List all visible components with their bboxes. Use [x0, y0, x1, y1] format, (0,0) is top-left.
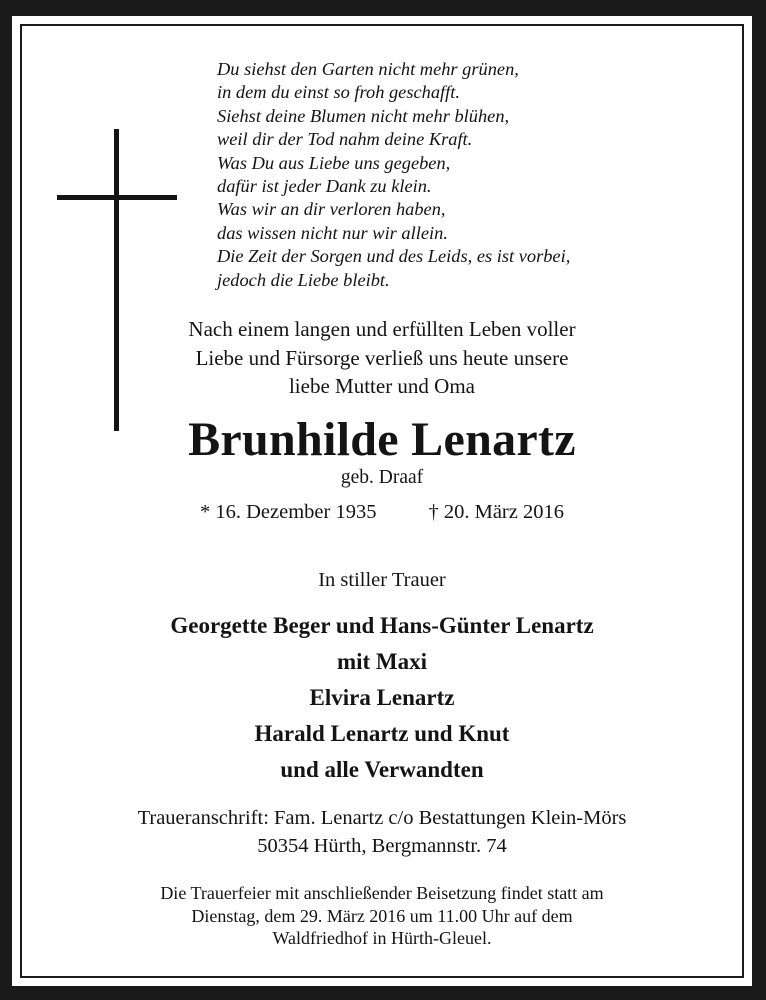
- maiden-name: geb. Draaf: [340, 467, 424, 488]
- address-line: 50354 Hürth, Bergmannstr. 74: [257, 835, 507, 857]
- condolence-address: [12, 804, 752, 860]
- mourner-line: und alle Verwandten: [280, 757, 484, 782]
- poem-line: das wissen nicht nur wir allein.: [217, 222, 448, 243]
- life-dates: [12, 499, 752, 525]
- cross-horizontal-bar: [57, 195, 177, 200]
- address-line: Traueranschrift: Fam. Lenartz c/o Bestattungen Klein-Mörs: [137, 807, 627, 829]
- deceased-name: Brunhilde Lenartz: [188, 413, 576, 466]
- mourner-line: Harald Lenartz und Knut: [254, 721, 510, 746]
- mourners-list: [12, 608, 752, 788]
- intro-line: Liebe und Fürsorge verließ uns heute unsere: [195, 345, 569, 370]
- poem-line: Du siehst den Garten nicht mehr grünen,: [217, 59, 519, 79]
- poem-line: Was Du aus Liebe uns gegeben,: [217, 152, 451, 173]
- funeral-info: [12, 882, 752, 950]
- intro-line: liebe Mutter und Oma: [288, 374, 476, 398]
- poem-line: Die Zeit der Sorgen und des Leids, es ist vorbei,: [217, 246, 571, 267]
- death-date: † 20. März 2016: [428, 501, 564, 523]
- poem: [217, 58, 570, 292]
- poem-line: jedoch die Liebe bleibt.: [217, 269, 390, 290]
- intro-line: Nach einem langen und erfüllten Leben voller: [188, 317, 576, 341]
- poem-line: Was wir an dir verloren haben,: [217, 199, 446, 220]
- intro-text: [12, 315, 752, 401]
- funeral-line: Dienstag, dem 29. März 2016 um 11.00 Uhr auf dem: [191, 905, 573, 926]
- poem-line: weil dir der Tod nahm deine Kraft.: [217, 129, 473, 150]
- funeral-line: Die Trauerfeier mit anschließender Beisetzung findet statt am: [160, 883, 604, 903]
- obituary-card: [12, 16, 752, 986]
- poem-line: Siehst deine Blumen nicht mehr blühen,: [217, 105, 510, 126]
- funeral-line: Waldfriedhof in Hürth-Gleuel.: [272, 928, 492, 948]
- mourning-label: In stiller Trauer: [318, 569, 446, 591]
- poem-line: dafür ist jeder Dank zu klein.: [217, 176, 432, 197]
- birth-date: * 16. Dezember 1935: [200, 501, 377, 523]
- mourner-line: Elvira Lenartz: [309, 685, 455, 710]
- mourner-line: mit Maxi: [336, 649, 428, 674]
- poem-line: in dem du einst so froh geschafft.: [217, 82, 460, 103]
- mourner-line: Georgette Beger und Hans-Günter Lenartz: [170, 613, 594, 638]
